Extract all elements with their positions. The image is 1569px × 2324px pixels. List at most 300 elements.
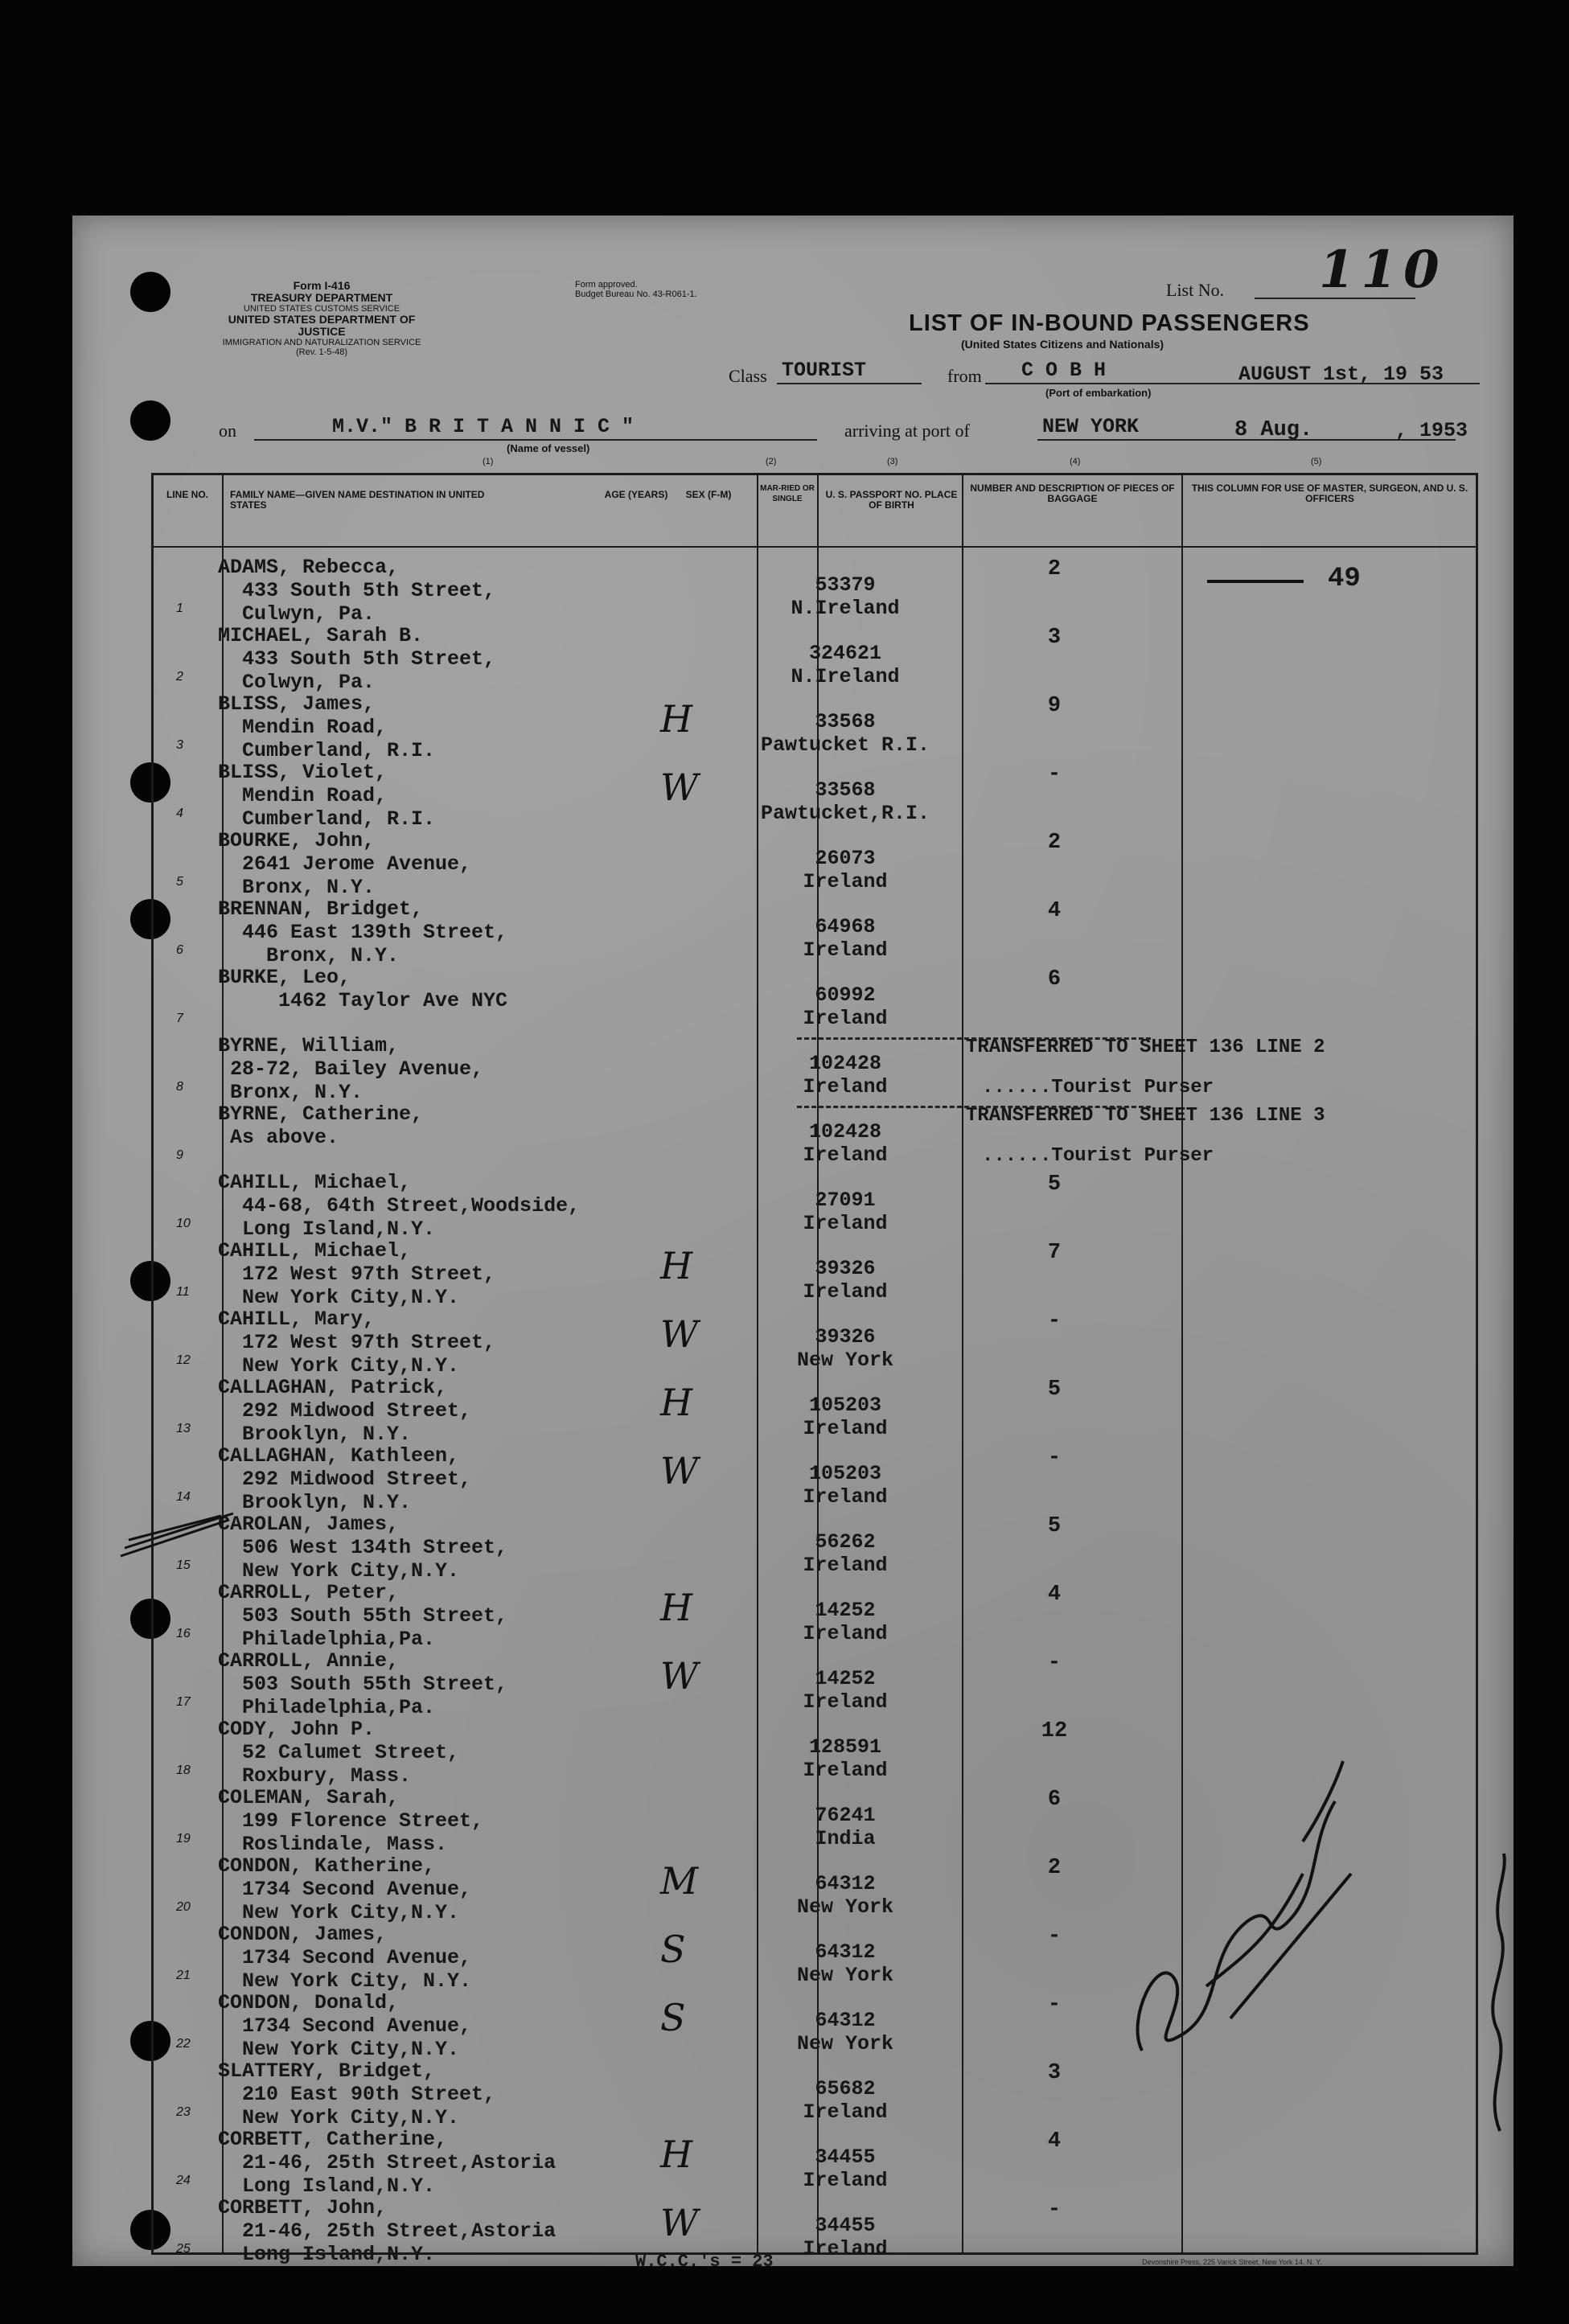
passenger-name: CORBETT, Catherine, bbox=[218, 2128, 448, 2151]
header-passport: U. S. PASSPORT NO. PLACE OF BIRTH bbox=[825, 489, 958, 511]
city-line: New York City, N.Y. bbox=[218, 1969, 472, 1993]
address-line: 506 West 134th Street, bbox=[218, 1536, 508, 1559]
passport-info bbox=[753, 1257, 938, 1304]
passenger-name-address bbox=[218, 897, 507, 967]
baggage-count: 2 bbox=[1047, 831, 1062, 855]
footer-code: W.C.C.'s = 23 bbox=[635, 2252, 774, 2272]
vessel-caption: (Name of vessel) bbox=[507, 442, 590, 454]
passenger-name: BOURKE, John, bbox=[218, 829, 376, 852]
passenger-name: CODY, John P. bbox=[218, 1718, 376, 1741]
line-number: 18 bbox=[176, 1764, 191, 1777]
handwritten-mark: H bbox=[660, 2133, 693, 2176]
place-of-birth: N.Ireland bbox=[791, 665, 900, 688]
passport-number: 60992 bbox=[815, 983, 876, 1007]
line-number: 16 bbox=[176, 1627, 191, 1640]
place-of-birth: New York bbox=[796, 1349, 894, 1372]
passenger-name-address bbox=[218, 966, 507, 1012]
city-line: New York City,N.Y. bbox=[218, 1354, 460, 1378]
line-number: 4 bbox=[176, 807, 183, 820]
passport-number: 102428 bbox=[808, 1120, 881, 1144]
place-of-birth: Ireland bbox=[803, 1759, 888, 1782]
place-of-birth: Ireland bbox=[803, 938, 888, 962]
address-line: Mendin Road, bbox=[218, 784, 388, 807]
table-row bbox=[154, 823, 1476, 899]
line-number: 14 bbox=[176, 1490, 191, 1504]
passport-number: 34455 bbox=[815, 2214, 876, 2237]
class-value: TOURIST bbox=[782, 359, 867, 382]
baggage-count: 3 bbox=[1047, 626, 1062, 650]
passenger-name: MICHAEL, Sarah B. bbox=[218, 624, 424, 647]
handwritten-mark: W bbox=[660, 766, 699, 809]
baggage-count: 4 bbox=[1047, 899, 1062, 923]
handwritten-mark: H bbox=[660, 1244, 693, 1287]
passport-number: 105203 bbox=[808, 1462, 881, 1485]
table-row bbox=[154, 1643, 1476, 1719]
passport-number: 65682 bbox=[815, 2077, 876, 2100]
passenger-name-address bbox=[218, 624, 495, 694]
embark-date: AUGUST 1st, 19 53 bbox=[1238, 363, 1444, 386]
line-number: 20 bbox=[176, 1900, 191, 1914]
col-num-2: (2) bbox=[766, 457, 777, 466]
address-line: 21-46, 25th Street,Astoria bbox=[218, 2151, 557, 2174]
passenger-name: CAHILL, Michael, bbox=[218, 1171, 412, 1194]
table-row bbox=[154, 1164, 1476, 1241]
baggage-count: - bbox=[1047, 1446, 1062, 1470]
margin-signature-svg bbox=[1476, 1850, 1524, 2139]
passenger-name-address bbox=[218, 1991, 471, 2061]
passport-number: 64312 bbox=[815, 1872, 876, 1895]
baggage-count: 6 bbox=[1047, 967, 1062, 992]
purser-line: ......Tourist Purser bbox=[982, 1145, 1214, 1167]
passport-number: 102428 bbox=[808, 1052, 881, 1075]
city-line: Culwyn, Pa. bbox=[218, 602, 376, 626]
table-row bbox=[154, 1028, 1476, 1104]
header-sex: SEX (F-M) bbox=[685, 489, 732, 500]
passenger-name-address bbox=[218, 1444, 471, 1514]
line-number: 21 bbox=[176, 1969, 191, 1982]
passenger-name: CALLAGHAN, Patrick, bbox=[218, 1376, 448, 1399]
passport-number: 53379 bbox=[815, 573, 876, 597]
city-line: Bronx, N.Y. bbox=[218, 944, 400, 967]
baggage-count: 2 bbox=[1047, 1856, 1062, 1880]
on-label: on bbox=[219, 421, 236, 441]
baggage-count: 12 bbox=[1041, 1719, 1068, 1743]
passport-info bbox=[753, 1462, 938, 1509]
city-line: Philadelphia,Pa. bbox=[218, 1696, 436, 1719]
passenger-name: CALLAGHAN, Kathleen, bbox=[218, 1444, 460, 1468]
place-of-birth: India bbox=[815, 1827, 876, 1850]
table-row bbox=[154, 618, 1476, 694]
city-line: Philadelphia,Pa. bbox=[218, 1628, 436, 1651]
passport-info bbox=[753, 1189, 938, 1235]
passport-info bbox=[753, 1735, 938, 1782]
passport-number: 64968 bbox=[815, 915, 876, 938]
city-line: New York City,N.Y. bbox=[218, 1286, 460, 1309]
address-line: 172 West 97th Street, bbox=[218, 1331, 496, 1354]
arrival-year: , 1953 bbox=[1395, 419, 1468, 442]
passport-info bbox=[753, 2077, 938, 2124]
passenger-name-address bbox=[218, 829, 471, 899]
customs-service: UNITED STATES CUSTOMS SERVICE bbox=[243, 304, 400, 314]
header-officers: THIS COLUMN FOR USE OF MASTER, SURGEON, AND U. S. OFFICERS bbox=[1191, 482, 1468, 504]
vessel-underline bbox=[254, 439, 817, 441]
passport-info bbox=[753, 2214, 938, 2260]
city-line: New York City,N.Y. bbox=[218, 2038, 460, 2061]
margin-ticks-svg bbox=[117, 1512, 237, 1560]
passport-info bbox=[753, 710, 938, 757]
header-line-no: LINE NO. bbox=[166, 489, 208, 500]
passenger-name-address bbox=[218, 1854, 471, 1924]
passport-info bbox=[753, 778, 938, 825]
passenger-name-address bbox=[218, 1718, 459, 1788]
address-line: 433 South 5th Street, bbox=[218, 579, 496, 602]
passenger-name: CAHILL, Michael, bbox=[218, 1239, 412, 1263]
place-of-birth: New York bbox=[796, 2032, 894, 2055]
line-number: 11 bbox=[176, 1285, 190, 1299]
baggage-count: 6 bbox=[1047, 1788, 1062, 1812]
table-row bbox=[154, 891, 1476, 967]
city-line: Long Island,N.Y. bbox=[218, 2243, 436, 2266]
table-row bbox=[154, 2121, 1476, 2198]
handwritten-mark: S bbox=[660, 1928, 686, 1971]
handwritten-mark: M bbox=[660, 1859, 699, 1903]
city-line: Bronx, N.Y. bbox=[218, 1081, 363, 1104]
address-line: 1734 Second Avenue, bbox=[218, 2014, 472, 2038]
passenger-name: BURKE, Leo, bbox=[218, 966, 351, 989]
passport-number: 14252 bbox=[815, 1599, 876, 1622]
place-of-birth: Ireland bbox=[803, 1007, 888, 1030]
passport-info bbox=[753, 1872, 938, 1919]
table-row bbox=[154, 959, 1476, 1028]
arrival-underline bbox=[1037, 439, 1456, 441]
handwritten-mark: S bbox=[660, 1996, 686, 2039]
baggage-count: - bbox=[1047, 1924, 1062, 1948]
passport-info bbox=[753, 1120, 938, 1167]
city-line: As above. bbox=[218, 1126, 339, 1149]
header-married: MAR-RIED OR SINGLE bbox=[760, 484, 815, 503]
margin-ticks bbox=[117, 1512, 237, 1560]
list-number-label: List No. bbox=[1166, 280, 1225, 300]
baggage-count: 3 bbox=[1047, 2061, 1062, 2085]
from-value: C O B H bbox=[1021, 359, 1107, 382]
handwritten-mark: H bbox=[660, 1381, 693, 1424]
passenger-name-address bbox=[218, 1171, 580, 1241]
purser-line: ......Tourist Purser bbox=[982, 1077, 1214, 1098]
passenger-name: CAROLAN, James, bbox=[218, 1513, 400, 1536]
passenger-name-address bbox=[218, 1376, 471, 1446]
place-of-birth: New York bbox=[796, 1895, 894, 1919]
passport-number: 128591 bbox=[808, 1735, 881, 1759]
table-row bbox=[154, 1438, 1476, 1514]
date-underline bbox=[1238, 383, 1480, 384]
baggage-count: 7 bbox=[1047, 1241, 1062, 1265]
baggage-count: - bbox=[1047, 1309, 1062, 1333]
line-number: 9 bbox=[176, 1148, 183, 1162]
passport-number: 76241 bbox=[815, 1804, 876, 1827]
city-line: Bronx, N.Y. bbox=[218, 876, 376, 899]
passenger-name-address bbox=[218, 1513, 507, 1583]
passport-info bbox=[753, 1667, 938, 1714]
city-line: New York City,N.Y. bbox=[218, 1901, 460, 1924]
punch-hole bbox=[130, 400, 170, 441]
passenger-name-address bbox=[218, 2196, 556, 2266]
baggage-count: 2 bbox=[1047, 557, 1062, 581]
address-line: 503 South 55th Street, bbox=[218, 1604, 508, 1628]
officer-note: 49 bbox=[1328, 564, 1361, 594]
address-line: 28-72, Bailey Avenue, bbox=[218, 1057, 484, 1081]
passenger-name: ADAMS, Rebecca, bbox=[218, 556, 400, 579]
address-line: 292 Midwood Street, bbox=[218, 1399, 472, 1423]
passport-info bbox=[753, 983, 938, 1030]
passport-info bbox=[753, 1394, 938, 1440]
passenger-name: CONDON, James, bbox=[218, 1923, 388, 1946]
baggage-count: - bbox=[1047, 762, 1062, 786]
table-row bbox=[154, 1301, 1476, 1378]
col-num-4: (4) bbox=[1070, 457, 1081, 466]
revision: (Rev. 1-5-48) bbox=[296, 347, 347, 357]
baggage-count: - bbox=[1047, 1651, 1062, 1675]
passport-number: 64312 bbox=[815, 1940, 876, 1964]
vessel-name: M.V." B R I T A N N I C " bbox=[332, 415, 635, 438]
handwritten-mark: W bbox=[660, 1312, 699, 1356]
passenger-name-address bbox=[218, 1102, 423, 1149]
address-line: 21-46, 25th Street,Astoria bbox=[218, 2219, 557, 2243]
place-of-birth: Ireland bbox=[803, 1690, 888, 1714]
passport-info bbox=[753, 915, 938, 962]
passport-number: 33568 bbox=[815, 710, 876, 733]
passenger-name: BLISS, James, bbox=[218, 692, 376, 716]
baggage-count: 4 bbox=[1047, 1583, 1062, 1607]
city-line: Roslindale, Mass. bbox=[218, 1833, 448, 1856]
passenger-name: BYRNE, William, bbox=[218, 1034, 400, 1057]
handwritten-mark: W bbox=[660, 1449, 699, 1493]
address-line: 1462 Taylor Ave NYC bbox=[218, 989, 508, 1012]
transfer-line: TRANSFERRED TO SHEET 136 LINE 3 bbox=[966, 1105, 1325, 1127]
list-number-value: 110 bbox=[1319, 240, 1446, 300]
margin-signature bbox=[1476, 1850, 1524, 2139]
city-line: Cumberland, R.I. bbox=[218, 739, 436, 762]
baggage-count: - bbox=[1047, 1993, 1062, 2017]
passenger-name-address bbox=[218, 1649, 507, 1719]
line-number: 17 bbox=[176, 1695, 191, 1709]
baggage-count: - bbox=[1047, 2198, 1062, 2222]
place-of-birth: Pawtucket R.I. bbox=[760, 733, 930, 757]
passport-info bbox=[753, 2145, 938, 2192]
city-line: New York City,N.Y. bbox=[218, 2106, 460, 2129]
passport-number: 14252 bbox=[815, 1667, 876, 1690]
passport-number: 34455 bbox=[815, 2145, 876, 2169]
passenger-name-address bbox=[218, 556, 495, 626]
table-row bbox=[154, 1369, 1476, 1446]
baggage-count: 9 bbox=[1047, 694, 1062, 718]
passport-number: 27091 bbox=[815, 1189, 876, 1212]
address-line: Mendin Road, bbox=[218, 716, 388, 739]
place-of-birth: Ireland bbox=[803, 1554, 888, 1577]
table-row bbox=[154, 754, 1476, 831]
passenger-name-address bbox=[218, 1034, 483, 1104]
city-line: Long Island,N.Y. bbox=[218, 1217, 436, 1241]
passport-number: 39326 bbox=[815, 1257, 876, 1280]
place-of-birth: Ireland bbox=[803, 1144, 888, 1167]
line-number: 8 bbox=[176, 1080, 183, 1094]
handwritten-mark: H bbox=[660, 1586, 693, 1629]
place-of-birth: Ireland bbox=[803, 2237, 888, 2260]
city-line: Roxbury, Mass. bbox=[218, 1764, 412, 1788]
baggage-count: 5 bbox=[1047, 1378, 1062, 1402]
passenger-name-address bbox=[218, 1786, 483, 1856]
city-line: Colwyn, Pa. bbox=[218, 671, 376, 694]
address-line: 172 West 97th Street, bbox=[218, 1263, 496, 1286]
passport-info bbox=[753, 1599, 938, 1645]
address-line: 433 South 5th Street, bbox=[218, 647, 496, 671]
passport-info bbox=[753, 1530, 938, 1577]
arriving-label: arriving at port of bbox=[844, 421, 970, 441]
passport-info bbox=[753, 642, 938, 688]
place-of-birth: Ireland bbox=[803, 1075, 888, 1098]
passport-info bbox=[753, 2009, 938, 2055]
line-number: 15 bbox=[176, 1558, 191, 1572]
line-number: 3 bbox=[176, 738, 183, 752]
line-number: 5 bbox=[176, 875, 183, 889]
place-of-birth: Ireland bbox=[803, 1622, 888, 1645]
passport-info bbox=[753, 1940, 938, 1987]
line-number: 12 bbox=[176, 1353, 191, 1367]
baggage-count: 5 bbox=[1047, 1514, 1062, 1538]
place-of-birth: Ireland bbox=[803, 1417, 888, 1440]
table-row bbox=[154, 1096, 1476, 1167]
city-line: Cumberland, R.I. bbox=[218, 807, 436, 831]
line-number: 25 bbox=[176, 2242, 191, 2256]
col-num-5: (5) bbox=[1311, 457, 1322, 466]
address-line: 44-68, 64th Street,Woodside, bbox=[218, 1194, 581, 1217]
place-of-birth: Ireland bbox=[803, 1485, 888, 1509]
form-header bbox=[209, 280, 434, 357]
passport-info bbox=[753, 847, 938, 893]
passenger-name: CAHILL, Mary, bbox=[218, 1308, 376, 1331]
passport-number: 39326 bbox=[815, 1325, 876, 1349]
passenger-name: BYRNE, Catherine, bbox=[218, 1102, 424, 1126]
line-number: 2 bbox=[176, 670, 183, 684]
ins-service: IMMIGRATION AND NATURALIZATION SERVICE bbox=[222, 338, 421, 347]
form-approval: Form approved. Budget Bureau No. 43-R061-1. bbox=[575, 280, 697, 299]
passport-number: 56262 bbox=[815, 1530, 876, 1554]
passport-info bbox=[753, 1804, 938, 1850]
passenger-name-address bbox=[218, 692, 435, 762]
city-line: Brooklyn, N.Y. bbox=[218, 1491, 412, 1514]
line-number: 22 bbox=[176, 2037, 191, 2051]
treasury-dept: TREASURY DEPARTMENT bbox=[250, 291, 393, 304]
line-number: 23 bbox=[176, 2105, 191, 2119]
baggage-count: 5 bbox=[1047, 1172, 1062, 1197]
address-line: 1734 Second Avenue, bbox=[218, 1946, 472, 1969]
address-line: 210 East 90th Street, bbox=[218, 2083, 496, 2106]
col-num-1: (1) bbox=[483, 457, 494, 466]
passenger-name-address bbox=[218, 761, 435, 831]
handwritten-mark: H bbox=[660, 697, 693, 741]
header-age: AGE (YEARS) bbox=[604, 489, 668, 500]
strike-dash bbox=[797, 1106, 1151, 1108]
passport-number: 324621 bbox=[808, 642, 881, 665]
city-line: New York City,N.Y. bbox=[218, 1559, 460, 1583]
passport-number: 26073 bbox=[815, 847, 876, 870]
passenger-name-address bbox=[218, 2059, 495, 2129]
line-number: 7 bbox=[176, 1012, 183, 1025]
city-line: Long Island,N.Y. bbox=[218, 2174, 436, 2198]
table-row bbox=[154, 1506, 1476, 1583]
address-line: 1734 Second Avenue, bbox=[218, 1878, 472, 1901]
handwritten-mark: W bbox=[660, 1654, 699, 1698]
header-divider bbox=[154, 546, 1476, 548]
passenger-name-address bbox=[218, 1923, 471, 1993]
handwritten-mark: W bbox=[660, 2201, 699, 2244]
arrival-port: NEW YORK bbox=[1042, 415, 1140, 438]
passenger-name: CONDON, Katherine, bbox=[218, 1854, 436, 1878]
passenger-name: BLISS, Violet, bbox=[218, 761, 388, 784]
port-caption: (Port of embarkation) bbox=[1045, 387, 1152, 399]
address-line: 2641 Jerome Avenue, bbox=[218, 852, 472, 876]
passenger-name: CARROLL, Peter, bbox=[218, 1581, 400, 1604]
place-of-birth: Ireland bbox=[803, 2169, 888, 2192]
inspector-signature bbox=[1110, 1713, 1367, 2091]
line-number: 24 bbox=[176, 2174, 191, 2187]
strike-dash bbox=[797, 1037, 1151, 1040]
class-label: Class bbox=[729, 366, 767, 386]
table-row bbox=[154, 549, 1476, 626]
passenger-name: SLATTERY, Bridget, bbox=[218, 2059, 436, 2083]
passenger-name: COLEMAN, Sarah, bbox=[218, 1786, 400, 1809]
address-line: 503 South 55th Street, bbox=[218, 1673, 508, 1696]
passenger-name-address bbox=[218, 1308, 495, 1378]
col-num-3: (3) bbox=[887, 457, 898, 466]
line-number: 10 bbox=[176, 1217, 191, 1230]
passenger-name: CARROLL, Annie, bbox=[218, 1649, 400, 1673]
city-line: Brooklyn, N.Y. bbox=[218, 1423, 412, 1446]
justice-dept: UNITED STATES DEPARTMENT OF JUSTICE bbox=[228, 313, 416, 338]
signature-scribble bbox=[1110, 1713, 1367, 2091]
passenger-name: CONDON, Donald, bbox=[218, 1991, 400, 2014]
line-number: 6 bbox=[176, 943, 183, 957]
class-underline bbox=[777, 383, 922, 384]
place-of-birth: Ireland bbox=[803, 870, 888, 893]
place-of-birth: Ireland bbox=[803, 1280, 888, 1304]
address-line: 52 Calumet Street, bbox=[218, 1741, 460, 1764]
passenger-name-address bbox=[218, 1581, 507, 1651]
passport-info bbox=[753, 1052, 938, 1098]
from-label: from bbox=[947, 366, 982, 386]
address-line: 292 Midwood Street, bbox=[218, 1468, 472, 1491]
passport-info bbox=[753, 1325, 938, 1372]
passport-number: 33568 bbox=[815, 778, 876, 802]
page-title: LIST OF IN-BOUND PASSENGERS bbox=[909, 310, 1310, 336]
passenger-name: BRENNAN, Bridget, bbox=[218, 897, 424, 921]
passport-number: 105203 bbox=[808, 1394, 881, 1417]
place-of-birth: Ireland bbox=[803, 1212, 888, 1235]
page-subtitle: (United States Citizens and Nationals) bbox=[961, 338, 1164, 351]
line-number: 19 bbox=[176, 1832, 191, 1846]
baggage-count: 4 bbox=[1047, 2129, 1062, 2154]
address-line: 446 East 139th Street, bbox=[218, 921, 508, 944]
punch-hole bbox=[130, 272, 170, 312]
place-of-birth: N.Ireland bbox=[791, 597, 900, 620]
passenger-name-address bbox=[218, 1239, 495, 1309]
table-row bbox=[154, 686, 1476, 762]
table-row bbox=[154, 1575, 1476, 1651]
header-baggage: NUMBER AND DESCRIPTION OF PIECES OF BAGGAGE bbox=[970, 482, 1175, 504]
passport-info bbox=[753, 573, 938, 620]
line-number: 13 bbox=[176, 1422, 191, 1435]
printer-credit: Devonshire Press, 225 Varick Street, New York 14, N. Y. bbox=[1142, 2258, 1322, 2266]
place-of-birth: Pawtucket,R.I. bbox=[760, 802, 930, 825]
